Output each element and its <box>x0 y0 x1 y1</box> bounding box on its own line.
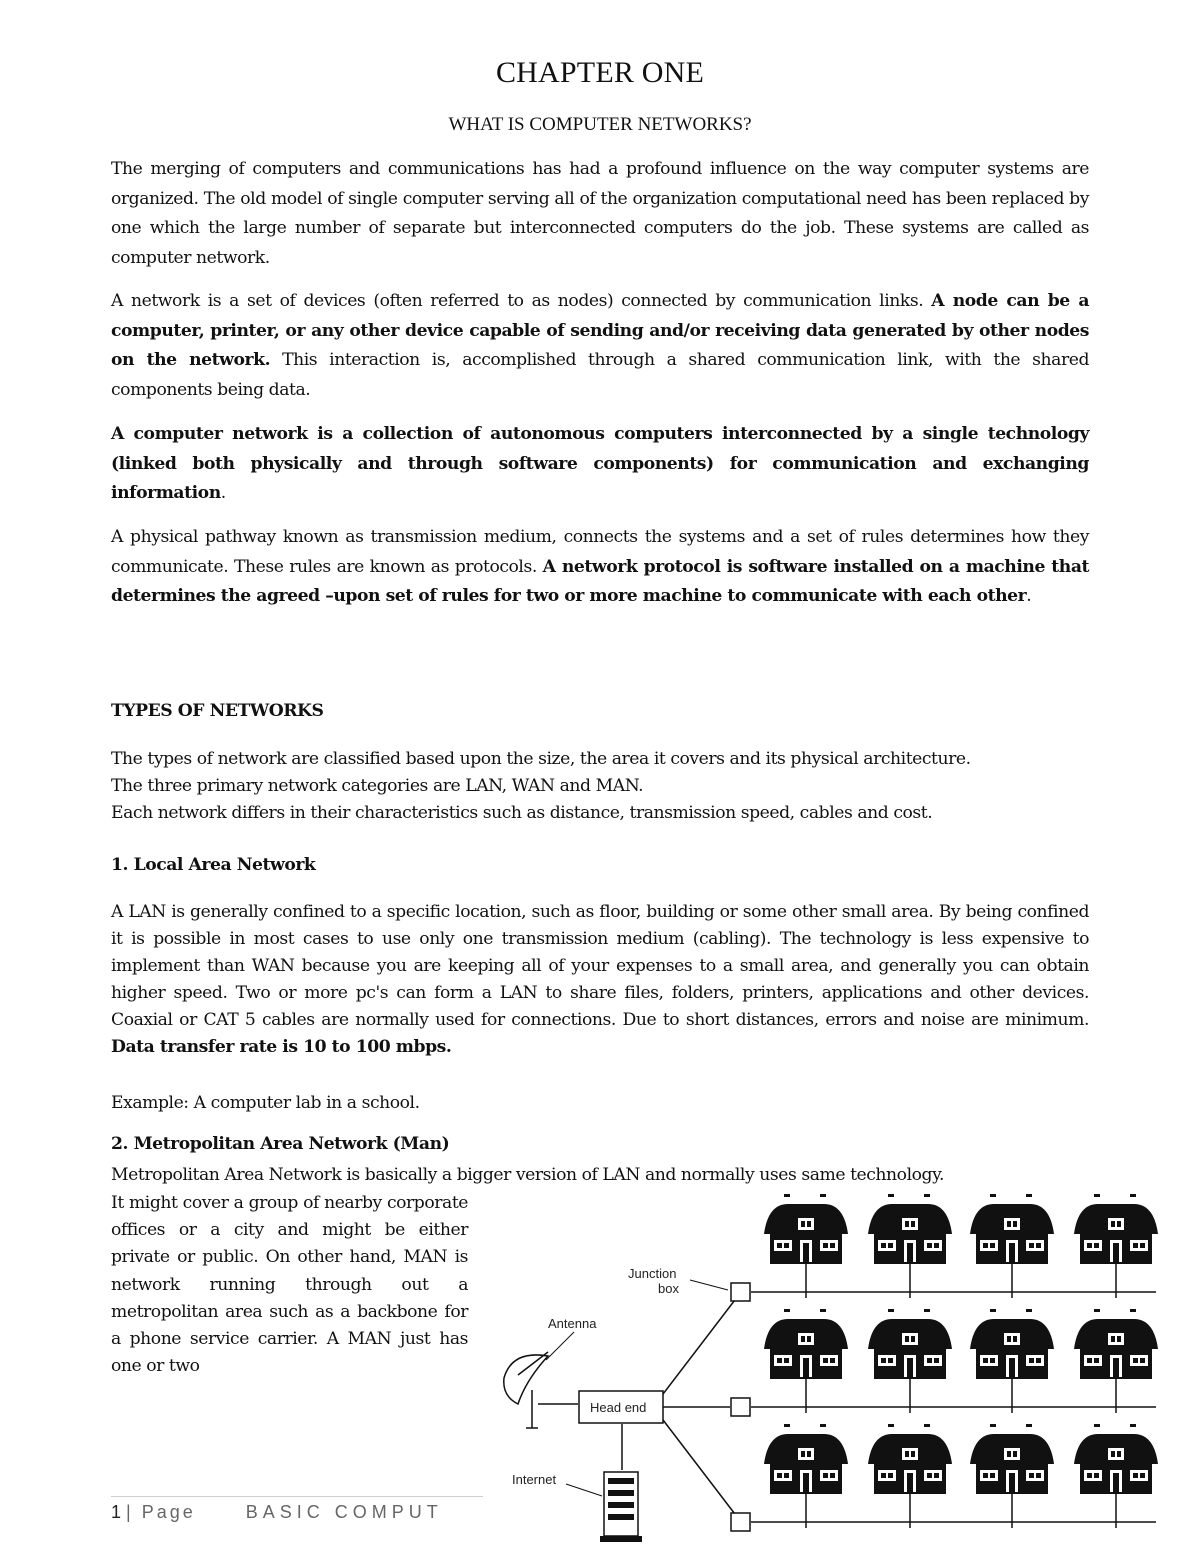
junction-box-1 <box>731 1283 750 1301</box>
antenna-dish-icon <box>504 1352 548 1428</box>
house-row-1 <box>764 1194 1158 1298</box>
junction-box-3 <box>731 1513 750 1531</box>
protocol-paragraph: A physical pathway known as transmission medium, connects the systems and a set of rules determines how they communicate. These rules are known as protocols. A network protocol is software installed on a machine that determines the agreed –upon set of rules for two or more machine to communicate with each other. <box>111 527 1089 606</box>
junction-label-line-1: Junction <box>628 1266 677 1281</box>
section-title: WHAT IS COMPUTER NETWORKS? <box>448 114 752 135</box>
page-label: | Page <box>126 1502 196 1522</box>
intro-paragraph-2: A network is a set of devices (often referred to as nodes) connected by communication links. A node can be a computer, printer, or any other device capable of sending and/or receiving data generated by other nodes on the network. This interaction is, accomplished through a shared communication link, with the shared components being data. <box>111 291 1089 400</box>
intro-paragraph-1: The merging of computers and communications has had a profound influence on the way computer systems are organized. The old model of single computer serving all of the organization computational need has been replaced by one which the large number of separate but interconnected computers do the job. These systems are called as computer network. <box>111 159 1089 268</box>
types-line-2: The three primary network categories are LAN, WAN and MAN. <box>111 776 644 796</box>
head-end-label: Head end <box>590 1400 647 1415</box>
internet-label: Internet <box>512 1472 557 1487</box>
man-line-1: Metropolitan Area Network is basically a bigger version of LAN and normally uses same technology. <box>111 1165 945 1185</box>
course-title: BASIC COMPUT <box>245 1502 443 1522</box>
page-number: 1 <box>111 1502 122 1522</box>
chapter-title: CHAPTER ONE <box>495 56 705 89</box>
types-line-3: Each network differs in their characteristics such as distance, transmission speed, cables and cost. <box>111 803 933 823</box>
man-wrapped-text: It might cover a group of nearby corporate offices or a city and might be either private or public. On other hand, MAN is network running through out a metropolitan area such as a backbone for a phone service carrier. A MAN just has one or two <box>111 1193 468 1377</box>
lan-example: Example: A computer lab in a school. <box>111 1093 420 1113</box>
internet-server-icon <box>600 1472 642 1542</box>
types-line-1: The types of network are classified based upon the size, the area it covers and its physical architecture. <box>111 749 971 769</box>
lan-heading: 1. Local Area Network <box>111 855 316 875</box>
antenna-label: Antenna <box>548 1316 597 1331</box>
lan-paragraph: A LAN is generally confined to a specific location, such as floor, building or some other small area. By being confined it is possible in most cases to use only one transmission medium (cabling). The technology is less expensive to implement than WAN because you are keeping all of your expenses to a small area, and generally you can obtain higher speed. Two or more pc's can form a LAN to share files, folders, printers, applications and other devices. Coaxial or CAT 5 cables are normally used for connections. Due to short distances, errors and noise are minimum. Data transfer rate is 10 to 100 mbps. <box>111 902 1089 1057</box>
man-cable-network-figure <box>496 1190 1162 1550</box>
junction-box-2 <box>731 1398 750 1416</box>
house-row-2 <box>764 1309 1158 1413</box>
junction-pointer <box>690 1280 728 1290</box>
types-heading: TYPES OF NETWORKS <box>111 701 324 721</box>
types-paragraph <box>111 746 1089 827</box>
internet-pointer <box>566 1484 602 1496</box>
definition-paragraph: A computer network is a collection of autonomous computers interconnected by a single technology (linked both physically and through software components) for communication and exchanging information. <box>111 424 1089 503</box>
house-row-3 <box>764 1424 1158 1528</box>
footer-rule <box>111 1496 483 1497</box>
page-footer <box>111 1502 443 1523</box>
junction-label-line-2: box <box>658 1281 679 1296</box>
man-heading: 2. Metropolitan Area Network (Man) <box>111 1134 450 1154</box>
antenna-pointer <box>546 1332 574 1360</box>
